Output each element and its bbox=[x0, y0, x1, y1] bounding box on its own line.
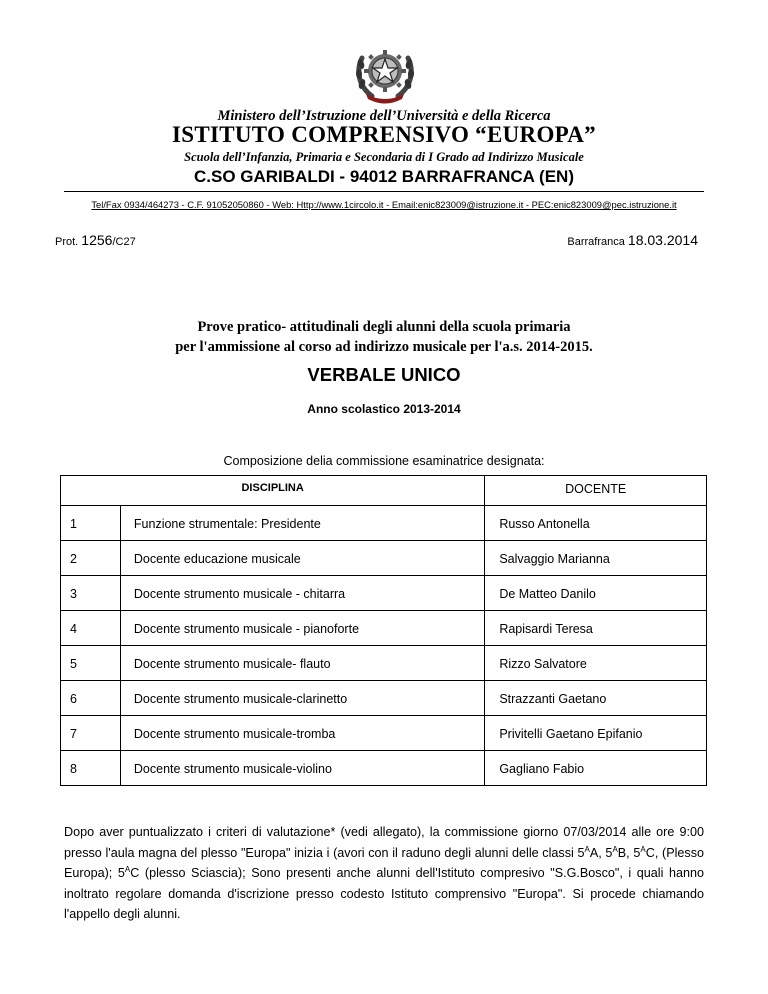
protocol-value: 1256 bbox=[81, 232, 113, 248]
row-disciplina: Docente strumento musicale-clarinetto bbox=[120, 681, 484, 716]
row-number: 3 bbox=[61, 576, 121, 611]
row-docente: Gagliano Fabio bbox=[485, 751, 707, 786]
row-number: 1 bbox=[61, 506, 121, 541]
protocol-suffix: /C27 bbox=[112, 236, 136, 248]
row-number: 7 bbox=[61, 716, 121, 751]
row-disciplina: Docente strumento musicale- flauto bbox=[120, 646, 484, 681]
row-number: 5 bbox=[61, 646, 121, 681]
document-title: VERBALE UNICO bbox=[307, 364, 461, 385]
table-row bbox=[61, 716, 707, 751]
row-disciplina: Docente strumento musicale-tromba bbox=[120, 716, 484, 751]
table-row bbox=[61, 576, 707, 611]
row-docente: Russo Antonella bbox=[485, 506, 707, 541]
subject-line-1: Prove pratico- attitudinali degli alunni della scuola primaria bbox=[197, 319, 571, 335]
row-number: 8 bbox=[61, 751, 121, 786]
paragraph-text-3: C (plesso Sciascia); Sono presenti anche alunni dell'Istituto compresivo "S.G.Bosco", i quali hanno inoltrato regolare domanda d'iscrizione presso codesto Istituto comprensivo "Europa". Si procede chiamando l'appello degli alunni. bbox=[64, 866, 704, 921]
subject bbox=[0, 317, 768, 357]
header-disciplina: DISCIPLINA bbox=[61, 476, 485, 506]
place-name: Barrafranca bbox=[567, 236, 625, 248]
school-address: C.SO GARIBALDI - 94012 BARRAFRANCA (EN) bbox=[193, 167, 574, 186]
document-date: 18.03.2014 bbox=[627, 232, 698, 248]
table-row bbox=[61, 681, 707, 716]
paragraph-text-2: C, (Plesso Europa); 5 bbox=[64, 845, 704, 880]
table-header-row bbox=[61, 476, 707, 506]
subject-line-2: per l'ammissione al corso ad indirizzo musicale per l'a.s. 2014-2015. bbox=[175, 339, 593, 355]
superscript-a: A bbox=[640, 844, 646, 854]
row-number: 4 bbox=[61, 611, 121, 646]
class-b: B, 5 bbox=[617, 845, 641, 860]
table-row bbox=[61, 541, 707, 576]
paragraph-text-1: Dopo aver puntualizzato i criteri di valutazione* (vedi allegato), la commissione giorno 07/03/2014 alle ore 9:00 presso l'aula magna del plesso "Europa" inizia i (avori con il raduno degli alunni delle classi 5 bbox=[64, 825, 704, 860]
row-disciplina: Docente strumento musicale - chitarra bbox=[120, 576, 484, 611]
class-a: A, 5 bbox=[589, 845, 613, 860]
row-disciplina: Docente strumento musicale-violino bbox=[120, 751, 484, 786]
row-docente: Rizzo Salvatore bbox=[485, 646, 707, 681]
composition-intro: Composizione delia commissione esaminatrice designata: bbox=[223, 454, 545, 468]
header-divider bbox=[64, 191, 704, 192]
row-disciplina: Funzione strumentale: Presidente bbox=[120, 506, 484, 541]
school-type: Scuola dell’Infanzia, Primaria e Secondaria di I Grado ad Indirizzo Musicale bbox=[184, 150, 584, 164]
row-docente: Privitelli Gaetano Epifanio bbox=[485, 716, 707, 751]
table-row bbox=[61, 646, 707, 681]
row-docente: Strazzanti Gaetano bbox=[485, 681, 707, 716]
place-date bbox=[567, 232, 698, 248]
row-docente: De Matteo Danilo bbox=[485, 576, 707, 611]
ministry-name: Ministero dell’Istruzione dell’Università e della Ricerca bbox=[217, 108, 551, 124]
table-row bbox=[61, 611, 707, 646]
header-docente: DOCENTE bbox=[485, 476, 707, 506]
school-year: Anno scolastico 2013-2014 bbox=[307, 402, 461, 416]
row-number: 6 bbox=[61, 681, 121, 716]
protocol-number bbox=[55, 232, 136, 248]
superscript-a: A bbox=[124, 864, 131, 874]
contact-line: Tel/Fax 0934/464273 - C.F. 91052050860 - Web: Http://www.1circolo.it - Email:enic823009@istruzione.it - PEC:enic823009@pec.istruzione.it bbox=[91, 199, 677, 210]
institute-name: ISTITUTO COMPRENSIVO “EUROPA” bbox=[171, 122, 596, 147]
row-number: 2 bbox=[61, 541, 121, 576]
italian-republic-emblem-icon bbox=[352, 42, 418, 106]
row-docente: Rapisardi Teresa bbox=[485, 611, 707, 646]
row-disciplina: Docente strumento musicale - pianoforte bbox=[120, 611, 484, 646]
table-row bbox=[61, 506, 707, 541]
protocol-label: Prot. bbox=[55, 236, 79, 248]
superscript-a: A bbox=[612, 844, 618, 854]
minutes-paragraph bbox=[64, 822, 704, 925]
superscript-a: A bbox=[584, 844, 590, 854]
table-row bbox=[61, 751, 707, 786]
row-disciplina: Docente educazione musicale bbox=[120, 541, 484, 576]
commission-table bbox=[60, 475, 707, 786]
row-docente: Salvaggio Marianna bbox=[485, 541, 707, 576]
